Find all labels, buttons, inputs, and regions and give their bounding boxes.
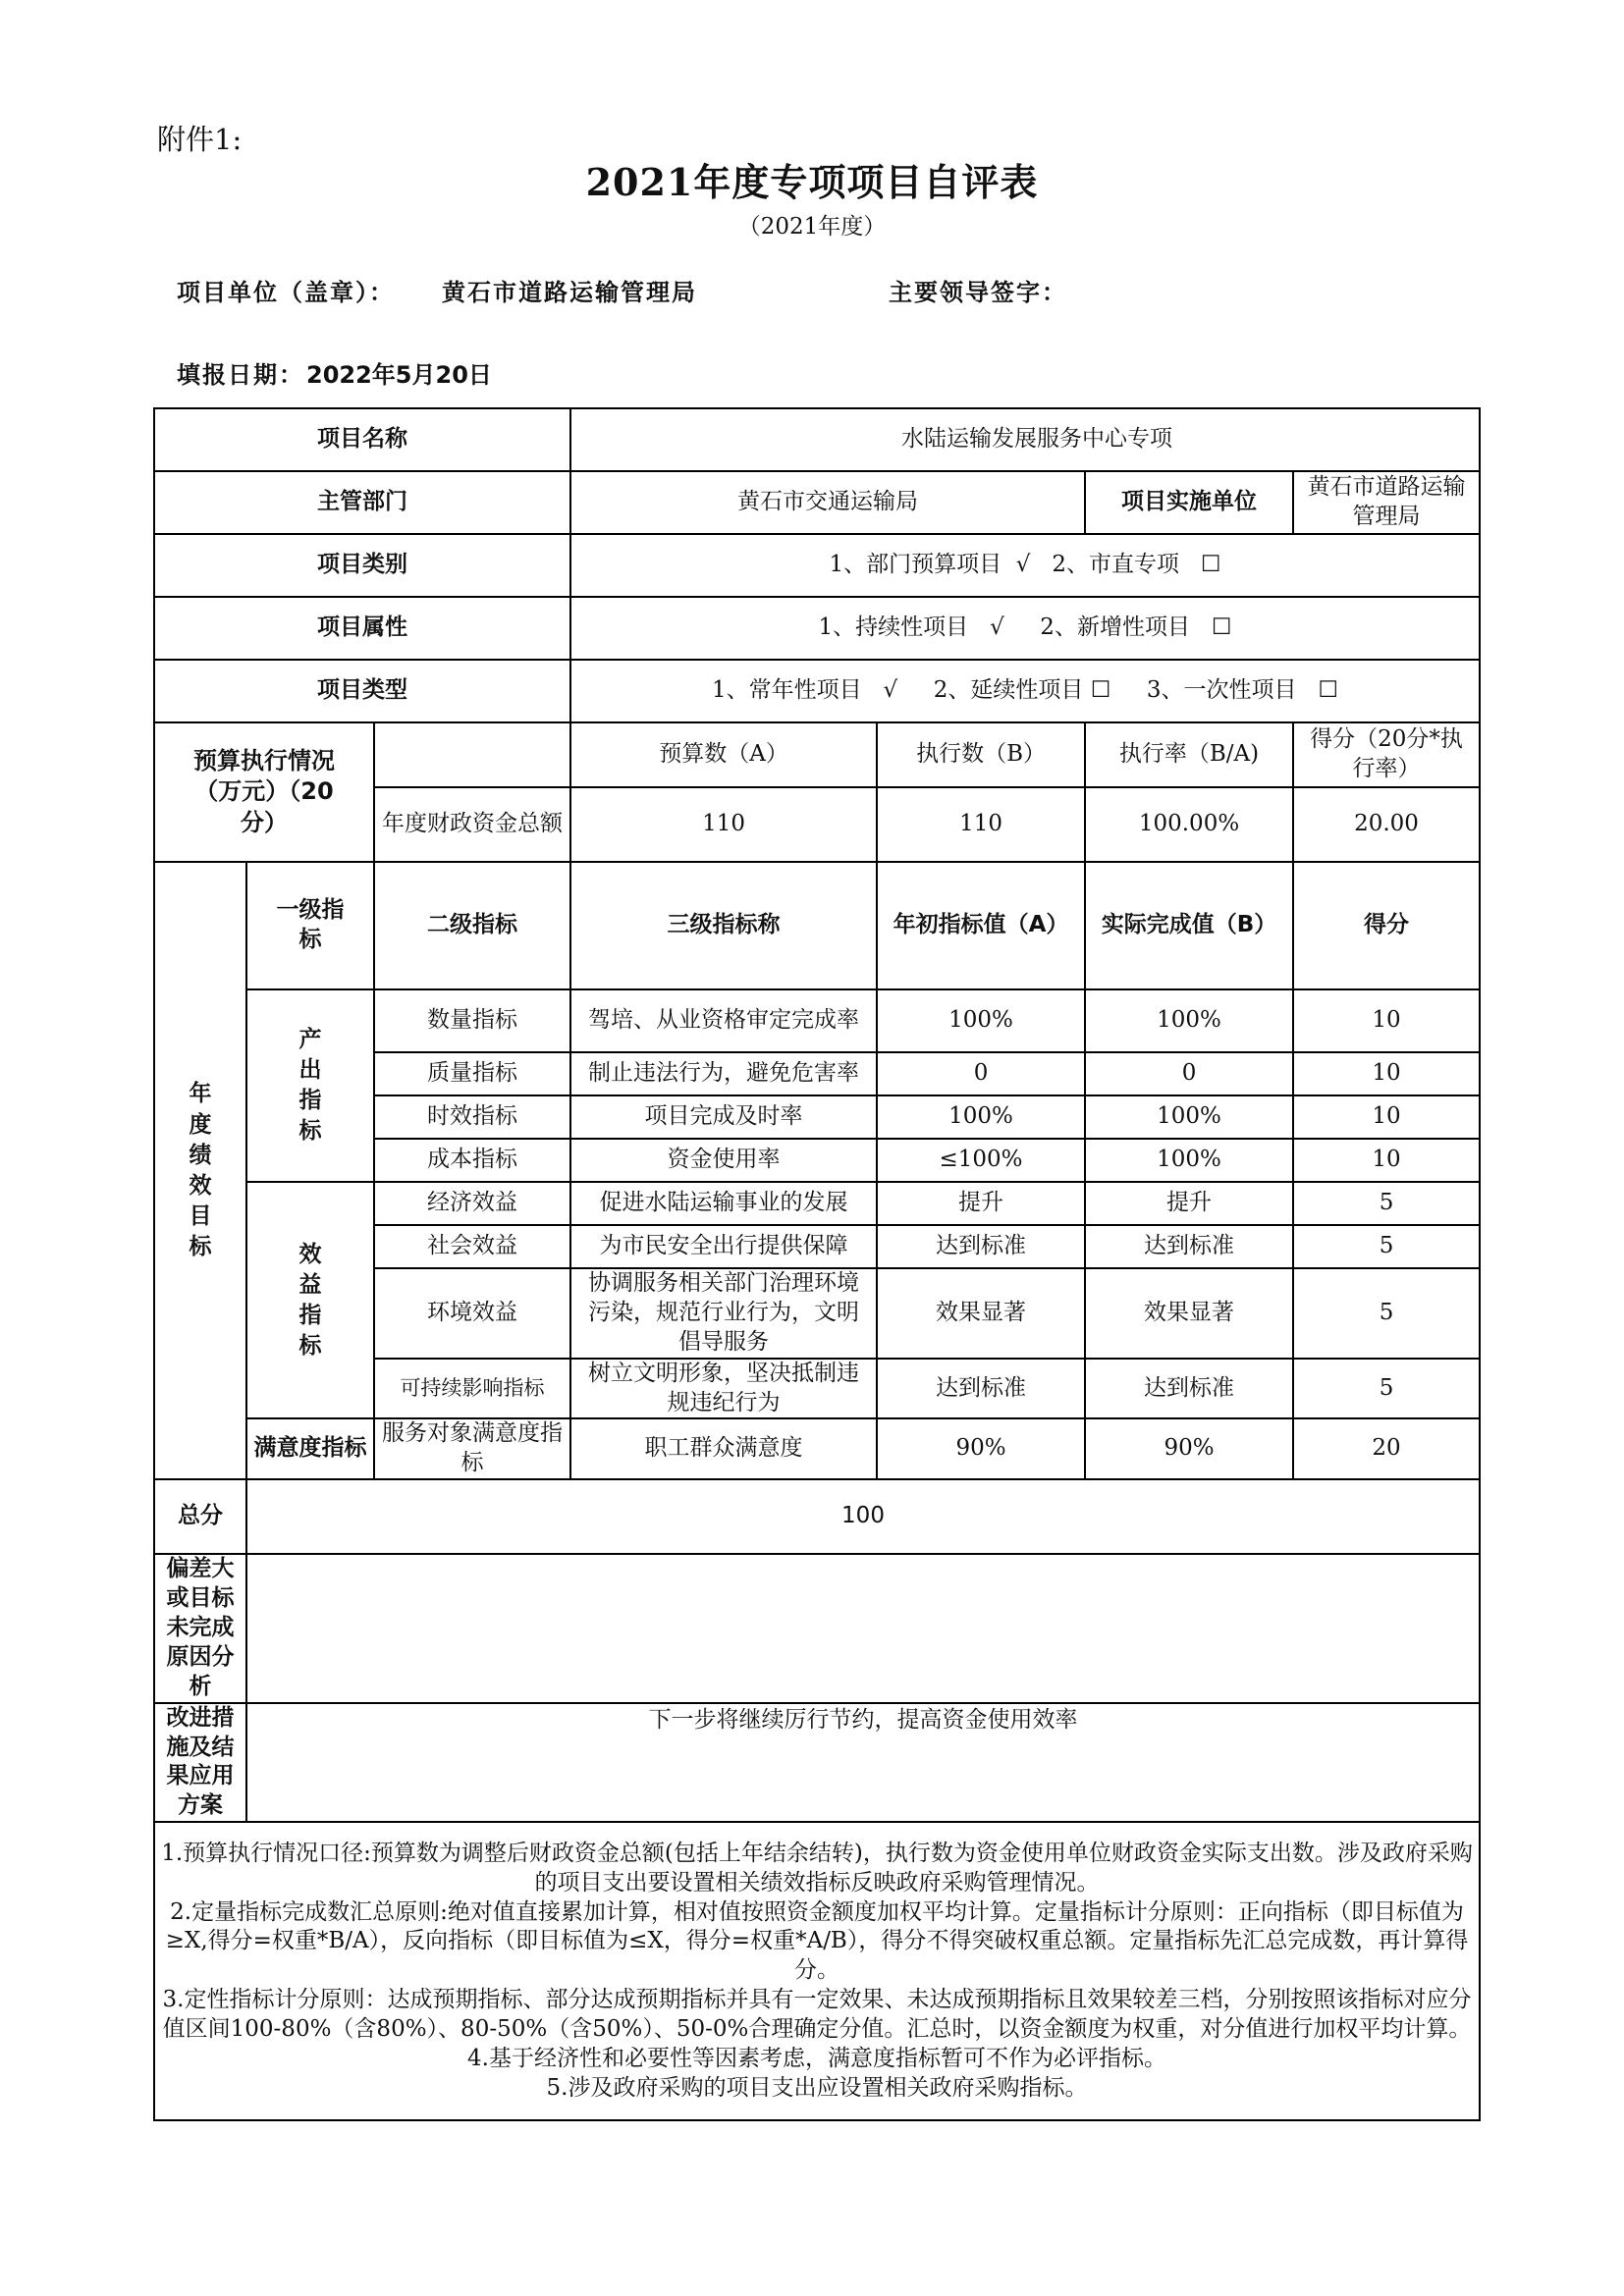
score-value: 20.00 bbox=[1293, 787, 1480, 862]
level3-cell: 为市民安全出行提供保障 bbox=[570, 1225, 877, 1268]
budget-blank-cell bbox=[374, 722, 570, 787]
score-cell: 5 bbox=[1293, 1225, 1480, 1268]
col-level2: 二级指标 bbox=[374, 862, 570, 989]
attribute-label: 项目属性 bbox=[154, 597, 570, 660]
total-row bbox=[154, 1479, 1480, 1554]
output-indicator-label: 产出指标 bbox=[246, 989, 374, 1182]
score-cell: 10 bbox=[1293, 1095, 1480, 1139]
score-cell: 5 bbox=[1293, 1268, 1480, 1359]
budget-value: 110 bbox=[570, 787, 877, 862]
level2-cell: 环境效益 bbox=[374, 1268, 570, 1359]
type-value: 1、常年性项目 √ 2、延续性项目 ☐ 3、一次性项目 ☐ bbox=[570, 660, 1480, 722]
category-label: 项目类别 bbox=[154, 534, 570, 597]
target-cell: 90% bbox=[877, 1418, 1085, 1479]
note-line: 5.涉及政府采购的项目支出应设置相关政府采购指标。 bbox=[546, 2074, 1088, 2101]
unit-value: 黄石市道路运输管理局 bbox=[442, 279, 697, 306]
project-name-label: 项目名称 bbox=[154, 408, 570, 471]
level2-cell: 数量指标 bbox=[374, 989, 570, 1052]
score-cell: 5 bbox=[1293, 1359, 1480, 1419]
target-cell: 提升 bbox=[877, 1182, 1085, 1225]
actual-cell: 效果显著 bbox=[1085, 1268, 1293, 1359]
dept-value: 黄石市交通运输局 bbox=[570, 471, 1085, 534]
deviation-row bbox=[154, 1554, 1480, 1702]
total-value: 100 bbox=[246, 1479, 1480, 1554]
unit-label: 项目单位（盖章）： bbox=[177, 279, 395, 306]
indicator-header-row bbox=[154, 862, 1480, 989]
score-cell: 20 bbox=[1293, 1418, 1480, 1479]
actual-cell: 100% bbox=[1085, 1139, 1293, 1182]
page-subtitle: （2021年度） bbox=[737, 214, 887, 240]
budget-col-a: 预算数（A） bbox=[570, 722, 877, 787]
deviation-label: 偏差大或目标未完成原因分析 bbox=[154, 1554, 246, 1702]
level2-cell: 成本指标 bbox=[374, 1139, 570, 1182]
level2-cell: 经济效益 bbox=[374, 1182, 570, 1225]
level3-cell: 协调服务相关部门治理环境污染，规范行业行为，文明倡导服务 bbox=[570, 1268, 877, 1359]
budget-col-b: 执行数（B） bbox=[877, 722, 1085, 787]
attachment-label: 附件1: bbox=[157, 123, 243, 156]
category-row bbox=[154, 534, 1480, 597]
target-cell: ≤100% bbox=[877, 1139, 1085, 1182]
actual-cell: 100% bbox=[1085, 1095, 1293, 1139]
score-cell: 10 bbox=[1293, 1052, 1480, 1095]
actual-cell: 提升 bbox=[1085, 1182, 1293, 1225]
note-line: 3.定性指标计分原则：达成预期指标、部分达成预期指标并具有一定效果、未达成预期指标且效果较差三档，分别按照该指标对应分值区间100-80%（含80%）、80-50%（含50%）、50-0%合理确定分值。汇总时，以资金额度为权重，对分值进行加权平均计算。 bbox=[162, 1987, 1472, 2043]
improvement-value: 下一步将继续厉行节约，提高资金使用效率 bbox=[246, 1703, 1480, 1823]
score-cell: 10 bbox=[1293, 989, 1480, 1052]
target-cell: 达到标准 bbox=[877, 1225, 1085, 1268]
level3-cell: 驾培、从业资格审定完成率 bbox=[570, 989, 877, 1052]
improvement-label: 改进措施及结果应用方案 bbox=[154, 1703, 246, 1823]
attribute-value: 1、持续性项目 √ 2、新增性项目 ☐ bbox=[570, 597, 1480, 660]
deviation-value bbox=[246, 1554, 1480, 1702]
actual-cell: 达到标准 bbox=[1085, 1225, 1293, 1268]
benefit-indicator-label: 效益指标 bbox=[246, 1182, 374, 1418]
indicator-row bbox=[154, 1182, 1480, 1225]
satisfaction-indicator-label: 满意度指标 bbox=[246, 1418, 374, 1479]
level2-cell: 时效指标 bbox=[374, 1095, 570, 1139]
dept-label: 主管部门 bbox=[154, 471, 570, 534]
level3-cell: 树立文明形象，坚决抵制违规违纪行为 bbox=[570, 1359, 877, 1419]
leader-sign-label: 主要领导签字： bbox=[889, 279, 1067, 306]
notes-cell bbox=[154, 1822, 1480, 2120]
type-row bbox=[154, 660, 1480, 722]
col-level3: 三级指标称 bbox=[570, 862, 877, 989]
indicator-row bbox=[154, 989, 1480, 1052]
rate-value: 100.00% bbox=[1085, 787, 1293, 862]
improvement-row bbox=[154, 1703, 1480, 1823]
category-value: 1、部门预算项目 √ 2、市直专项 ☐ bbox=[570, 534, 1480, 597]
budget-col-score: 得分（20分*执行率） bbox=[1293, 722, 1480, 787]
actual-cell: 0 bbox=[1085, 1052, 1293, 1095]
attribute-row bbox=[154, 597, 1480, 660]
project-name-row bbox=[154, 408, 1480, 471]
actual-cell: 达到标准 bbox=[1085, 1359, 1293, 1419]
col-score: 得分 bbox=[1293, 862, 1480, 989]
target-cell: 0 bbox=[877, 1052, 1085, 1095]
actual-cell: 100% bbox=[1085, 989, 1293, 1052]
budget-label: 预算执行情况（万元）（20分） bbox=[154, 722, 374, 862]
date-value: 2022年5月20日 bbox=[306, 361, 492, 389]
level3-cell: 促进水陆运输事业的发展 bbox=[570, 1182, 877, 1225]
actual-cell: 90% bbox=[1085, 1418, 1293, 1479]
level3-cell: 资金使用率 bbox=[570, 1139, 877, 1182]
note-line: 2.定量指标完成数汇总原则:绝对值直接累加计算，相对值按照资金额度加权平均计算。定量指标计分原则：正向指标（即目标值为≥X,得分=权重*B/A），反向指标（即目标值为≤X，得分=权重*A/B），得分不得突破权重总额。定量指标先汇总完成数，再计算得分。 bbox=[165, 1898, 1469, 1984]
evaluation-table bbox=[153, 407, 1481, 2121]
page-title: 2021年度专项项目自评表 bbox=[585, 160, 1039, 204]
notes-row bbox=[154, 1822, 1480, 2120]
level2-cell: 社会效益 bbox=[374, 1225, 570, 1268]
exec-value: 110 bbox=[877, 787, 1085, 862]
score-cell: 10 bbox=[1293, 1139, 1480, 1182]
budget-row-label: 年度财政资金总额 bbox=[374, 787, 570, 862]
note-line: 4.基于经济性和必要性等因素考虑，满意度指标暂可不作为必评指标。 bbox=[467, 2045, 1166, 2071]
col-target: 年初指标值（A） bbox=[877, 862, 1085, 989]
target-cell: 100% bbox=[877, 1095, 1085, 1139]
impl-unit-value: 黄石市道路运输管理局 bbox=[1293, 471, 1480, 534]
level3-cell: 项目完成及时率 bbox=[570, 1095, 877, 1139]
level2-cell: 可持续影响指标 bbox=[374, 1359, 570, 1419]
note-line: 1.预算执行情况口径:预算数为调整后财政资金总额(包括上年结余结转)，执行数为资金使用单位财政资金实际支出数。涉及政府采购的项目支出要设置相关绩效指标反映政府采购管理情况。 bbox=[161, 1840, 1473, 1896]
score-cell: 5 bbox=[1293, 1182, 1480, 1225]
annual-target-label: 年度绩效目标 bbox=[154, 862, 246, 1479]
department-row bbox=[154, 471, 1480, 534]
type-label: 项目类型 bbox=[154, 660, 570, 722]
level2-cell: 服务对象满意度指标 bbox=[374, 1418, 570, 1479]
target-cell: 效果显著 bbox=[877, 1268, 1085, 1359]
level3-cell: 职工群众满意度 bbox=[570, 1418, 877, 1479]
level3-cell: 制止违法行为，避免危害率 bbox=[570, 1052, 877, 1095]
indicator-row bbox=[154, 1418, 1480, 1479]
target-cell: 达到标准 bbox=[877, 1359, 1085, 1419]
budget-col-rate: 执行率（B/A) bbox=[1085, 722, 1293, 787]
project-name-value: 水陆运输发展服务中心专项 bbox=[570, 408, 1480, 471]
date-label: 填报日期： bbox=[177, 361, 304, 389]
impl-unit-label: 项目实施单位 bbox=[1085, 471, 1293, 534]
total-label: 总分 bbox=[154, 1479, 246, 1554]
col-level1: 一级指标 bbox=[246, 862, 374, 989]
col-actual: 实际完成值（B） bbox=[1085, 862, 1293, 989]
budget-header-row bbox=[154, 722, 1480, 787]
level2-cell: 质量指标 bbox=[374, 1052, 570, 1095]
target-cell: 100% bbox=[877, 989, 1085, 1052]
